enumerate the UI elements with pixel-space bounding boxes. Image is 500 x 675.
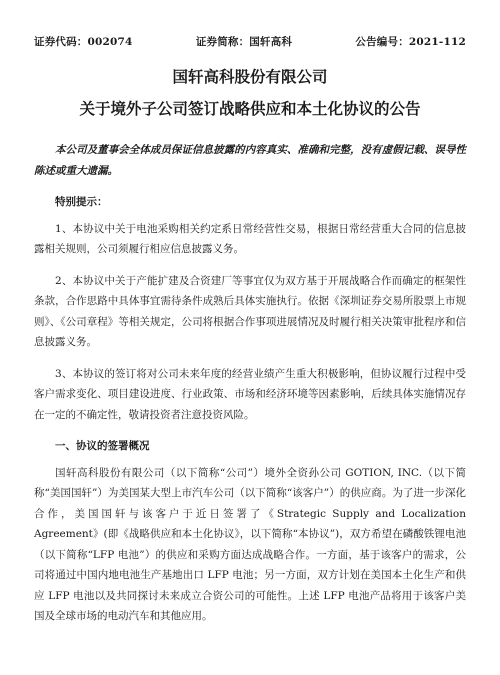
announcement-number: 公告编号：2021-112 (355, 36, 466, 48)
board-declaration: 本公司及董事会全体成员保证信息披露的内容真实、准确和完整，没有虚假记载、误导性陈述或重大遗漏。 (34, 144, 466, 177)
stock-code: 证券代码：002074 (34, 36, 133, 48)
section-1-paragraph: 国轩高科股份有限公司（以下简称“公司”）境外全资孙公司 GOTION, INC.（以下简称“美国国轩”）为美国某大型上市汽车公司（以下简称“该客户”）的供应商。为了进一步深化合作，美国国轩与该客户于近日签署了《Strategic Supply and Localization Agreement》(即《战略供应和本土化协议》，以下简称“本协议”)，双方希望在磷酸铁锂电池（以下简称“LFP 电池”）的供应和采购方面达成战略合作。一方面，基于该客户的需求，公司将通过中国内地电池生产基地出口 LFP 电池；另一方面，双方计划在美国本土化生产和供应 LFP 电池以及共同探讨未来成立合资公司的可能性。上述 LFP 电池产品将用于该客户美国及全球市场的电动汽车和其他应用。 (34, 466, 466, 622)
announcement-header (34, 34, 466, 49)
notice-item-2: 2、本协议中关于产能扩建及合资建厂等事宜仅为双方基于开展战略合作而确定的框架性条款，合作思路中具体事宜需待条件成熟后具体实施执行。依据《深圳证券交易所股票上市规则》、《公司章程》等相关规定，公司将根据合作事项进展情况及时履行相关决策审批程序和信息披露义务。 (34, 274, 466, 348)
notice-item-1: 1、本协议中关于电池采购相关约定系日常经营性交易，根据日常经营重大合同的信息披露相关规则，公司须履行相应信息披露义务。 (34, 222, 466, 255)
announcement-body (34, 140, 466, 627)
announcement-title: 关于境外子公司签订战略供应和本土化协议的公告 (79, 99, 421, 118)
company-title: 国轩高科股份有限公司 (172, 67, 328, 86)
notice-item-3: 3、本协议的签订将对公司未来年度的经营业绩产生重大积极影响，但协议履行过程中受客户需求变化、项目建设进度、行业政策、市场和经济环境等因素影响，后续具体实施情况存在一定的不确定性，敬请投资者注意投资风险。 (34, 367, 466, 421)
section-1-heading: 一、协议的签署概况 (55, 440, 150, 452)
special-notice-heading: 特别提示： (55, 196, 108, 208)
title-block (0, 66, 500, 120)
stock-name: 证券简称：国轩高科 (195, 36, 293, 48)
